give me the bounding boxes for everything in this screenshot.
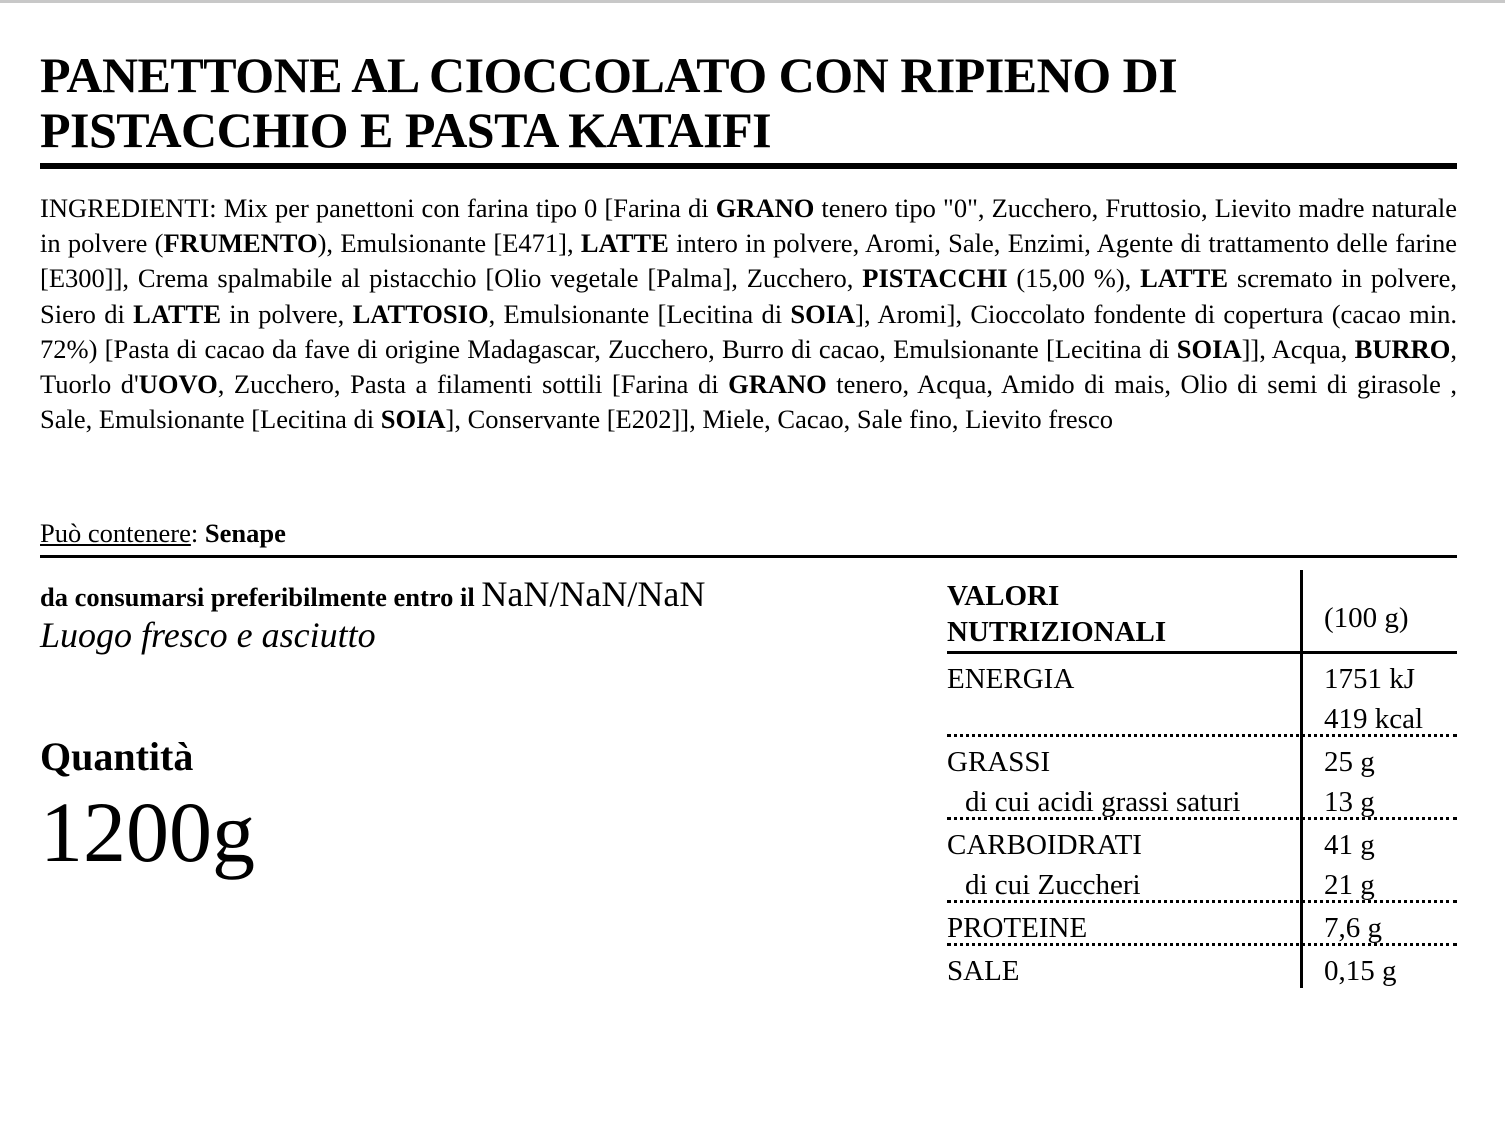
nutrition-value-energy-kcal: 419 kcal <box>1324 703 1424 735</box>
allergen-highlight: BURRO <box>1354 333 1451 364</box>
nutrition-label-protein: PROTEINE <box>947 912 1088 944</box>
best-before-date: NaN/NaN/NaN <box>481 574 706 614</box>
nutrition-value-energy-kj: 1751 kJ <box>1324 663 1416 695</box>
nutrition-header-line2: NUTRIZIONALI <box>947 616 1167 648</box>
nutrition-row-divider <box>947 900 1457 903</box>
nutrition-label-salt: SALE <box>947 955 1020 987</box>
ingredient-text: , Tuorlo d' <box>40 333 1457 400</box>
may-contain-separator: : <box>190 518 199 548</box>
allergen-highlight: FRUMENTO <box>163 228 318 259</box>
allergen-highlight: PISTACCHI <box>862 263 1008 294</box>
nutrition-value-saturated-fat: 13 g <box>1324 786 1375 818</box>
ingredient-text: ), Emulsionante [E471], <box>317 228 581 259</box>
ingredients-label: INGREDIENTI: <box>40 193 217 223</box>
nutrition-value-salt: 0,15 g <box>1324 955 1397 987</box>
product-title-line1: PANETTONE AL CIOCCOLATO CON RIPIENO DI <box>40 47 1178 103</box>
nutrition-label-sugars: di cui Zuccheri <box>965 869 1141 901</box>
quantity-label: Quantità <box>40 734 194 779</box>
ingredient-text: tenero, Acqua, Amido di mais, Olio di semi di girasole , Sale, Emulsionante [Lecitina di <box>40 369 1458 435</box>
ingredient-text: intero in polvere, Aromi, Sale, Enzimi, Agente di trattamento delle farine [E300]], Crema spalmabile al pistacchio [Olio vegetale [Palma], Zucchero, <box>40 228 1457 294</box>
quantity-value: 1200g <box>40 784 255 880</box>
nutrition-value-sugars: 21 g <box>1324 869 1375 901</box>
nutrition-label-carbohydrates: CARBOIDRATI <box>947 829 1142 861</box>
ingredient-text: , Zucchero, Pasta a filamenti sottili [Farina di <box>217 369 729 400</box>
nutrition-row-divider <box>947 817 1457 820</box>
allergen-highlight: LATTE <box>580 228 669 259</box>
ingredient-text: tenero tipo "0", Zucchero, Fruttosio, Lievito madre naturale in polvere ( <box>40 193 1457 259</box>
section-divider <box>40 555 1457 558</box>
ingredient-text: , Emulsionante [Lecitina di <box>488 298 791 329</box>
ingredient-text: Mix per panettoni con farina tipo 0 [Farina di <box>216 193 716 223</box>
top-border <box>0 0 1505 3</box>
nutrition-row-divider <box>947 734 1457 737</box>
product-title-line2: PISTACCHIO E PASTA KATAIFI <box>40 102 772 158</box>
nutrition-row-divider <box>947 943 1457 946</box>
allergen-highlight: LATTOSIO <box>352 298 489 329</box>
may-contain-label: Può contenere <box>40 518 191 548</box>
allergen-highlight: GRANO <box>728 369 827 400</box>
title-divider <box>40 163 1457 169</box>
may-contain-value: Senape <box>204 518 286 548</box>
storage-instructions: Luogo fresco e asciutto <box>40 615 376 655</box>
nutrition-label-saturated-fat: di cui acidi grassi saturi <box>965 786 1241 818</box>
best-before-label: da consumarsi preferibilmente entro il <box>40 582 475 612</box>
ingredient-text: (15,00 %), <box>1007 263 1141 294</box>
product-title <box>40 48 1460 158</box>
nutrition-label-fat: GRASSI <box>947 746 1051 778</box>
nutrition-value-protein: 7,6 g <box>1324 912 1382 944</box>
nutrition-label-energy: ENERGIA <box>947 663 1075 695</box>
allergen-highlight: SOIA <box>790 298 856 329</box>
ingredients-body <box>40 193 1457 434</box>
may-contain <box>40 517 286 549</box>
best-before <box>40 574 705 617</box>
allergen-highlight: UOVO <box>138 369 218 400</box>
nutrition-column-divider <box>1300 570 1303 988</box>
ingredient-text: scremato in polvere, Siero di <box>40 263 1457 329</box>
ingredient-text: ], Aromi], Cioccolato fondente di copertura (cacao min. 72%) [Pasta di cacao da fave di origine Madagascar, Zucchero, Burro di cacao, Emulsionante [Lecitina di <box>40 298 1457 364</box>
nutrition-per-unit: (100 g) <box>1324 602 1409 634</box>
nutrition-value-fat: 25 g <box>1324 746 1375 778</box>
ingredient-text: ]], Acqua, <box>1241 333 1355 364</box>
nutrition-header-rule <box>947 651 1457 654</box>
allergen-highlight: GRANO <box>715 193 815 223</box>
nutrition-value-carbohydrates: 41 g <box>1324 829 1375 861</box>
ingredient-text: ], Conservante [E202]], Miele, Cacao, Sale fino, Lievito fresco <box>445 404 1113 435</box>
allergen-highlight: LATTE <box>133 298 222 329</box>
nutrition-header-line1: VALORI <box>947 580 1060 612</box>
ingredient-text: in polvere, <box>221 298 353 329</box>
ingredients-text <box>40 191 1457 437</box>
allergen-highlight: LATTE <box>1140 263 1229 294</box>
nutrition-header <box>947 578 1166 650</box>
allergen-highlight: SOIA <box>1176 333 1242 364</box>
allergen-highlight: SOIA <box>380 404 446 435</box>
